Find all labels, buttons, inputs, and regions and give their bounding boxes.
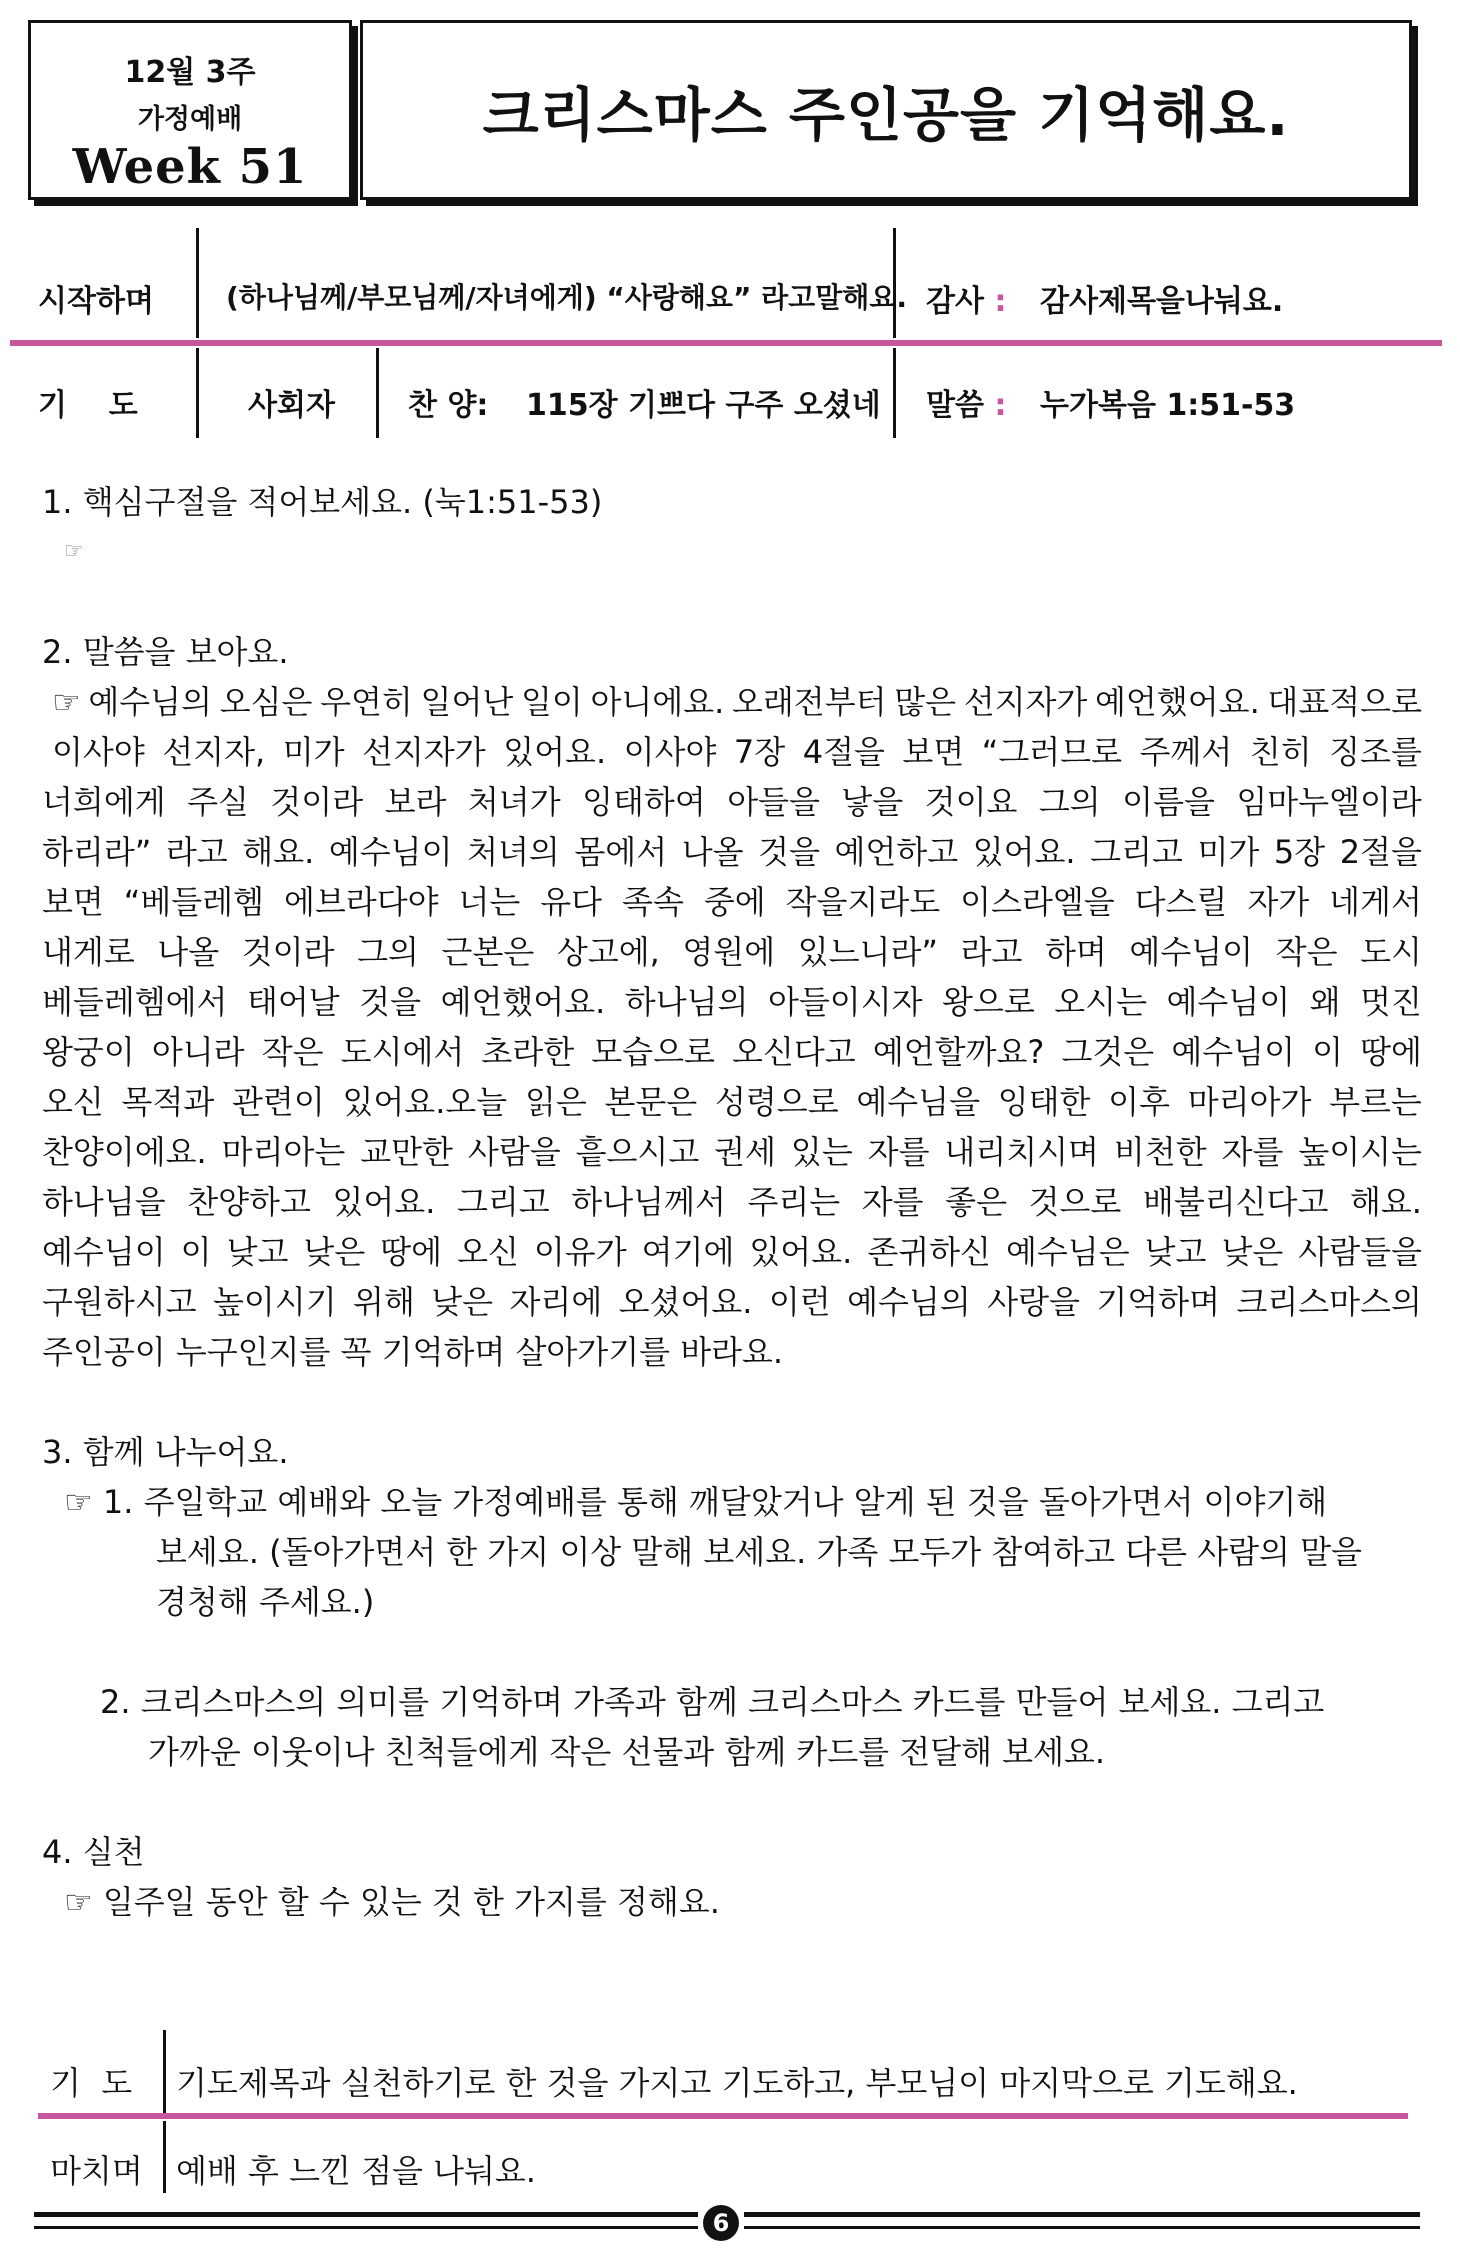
word: 친히: [1249, 733, 1312, 771]
word: 구원하시고: [42, 1283, 197, 1321]
word: 관련이: [232, 1083, 325, 1121]
word: 좋은: [945, 1183, 1007, 1221]
word: 유다: [540, 883, 603, 921]
word: 그의: [357, 933, 419, 971]
thanks-text: 감사제목을나눠요.: [1040, 284, 1284, 319]
word: 주께서: [1139, 733, 1233, 771]
word: 높이시기: [212, 1283, 337, 1321]
word: 오신: [42, 1083, 104, 1121]
word: 배불리신다고: [1142, 1183, 1329, 1221]
word: 선지자가: [963, 683, 1088, 721]
word: 이후: [1108, 1083, 1170, 1121]
word: 너희에게: [42, 783, 166, 821]
word: 보라: [384, 783, 447, 821]
thanks-label-group: [926, 276, 1006, 320]
word: 태어날: [246, 983, 340, 1021]
word: 하리라”: [42, 833, 152, 871]
word: “그러므로: [981, 733, 1122, 771]
word: 4절을: [802, 733, 885, 771]
word: 것이요: [924, 783, 1018, 821]
word: 있어요.: [972, 833, 1076, 871]
word-text: 누가복음 1:51-53: [1040, 388, 1296, 423]
title-box: [360, 20, 1412, 200]
footer-rule-right: [744, 2212, 1420, 2217]
word: 내리치시며: [944, 1133, 1099, 1171]
word: 상고에,: [556, 933, 660, 971]
page-title: 크리스마스 주인공을 기억해요.: [482, 81, 1290, 149]
share-item-1-line: 보세요. (돌아가면서 한 가지 이상 말해 보세요. 가족 모두가 참여하고 다른 사람의 말을: [156, 1533, 1362, 1571]
word: 읽은: [524, 1083, 587, 1121]
word: 베들레헴에서: [42, 983, 228, 1021]
word: 오래전부터: [731, 683, 887, 721]
word: 예수님의: [847, 1283, 971, 1321]
word: 이름을: [1122, 783, 1215, 821]
word: 이: [180, 1233, 212, 1271]
word: 오심은: [219, 683, 313, 721]
week-number: Week 51: [72, 139, 308, 195]
word: 예수님이: [328, 833, 453, 871]
word: 찬양하고: [187, 1183, 311, 1221]
word: 땅에: [380, 1233, 443, 1271]
word: 초라한: [481, 1033, 575, 1071]
closing-prayer-text: 기도제목과 실천하기로 한 것을 가지고 기도하고, 부모님이 마지막으로 기도해요.: [176, 2064, 1298, 2102]
hymn-text: 115장 기쁘다 구주 오셨네: [526, 388, 881, 423]
word: 낮은: [303, 1233, 366, 1271]
word: ☞: [52, 683, 81, 721]
info-divider: [376, 348, 379, 438]
word: 것을: [758, 833, 820, 871]
info-row-divider: [10, 340, 1442, 346]
word: 그것은: [1061, 1033, 1155, 1071]
word: 예언했어요.: [440, 983, 606, 1021]
paragraph-line: [42, 1177, 1422, 1227]
word: 이스라엘을: [960, 883, 1115, 921]
paragraph-line: 주인공이 누구인지를 꼭 기억하며 살아가기를 바라요.: [42, 1333, 784, 1371]
pointing-hand-icon: ☞: [64, 539, 84, 564]
word: 징조를: [1329, 733, 1422, 771]
closing-prayer-label: 기 도: [50, 2064, 133, 2102]
word: 그리고: [456, 1183, 550, 1221]
word: 라고: [960, 933, 1023, 971]
word: 모습으로: [591, 1033, 715, 1071]
paragraph-line: [42, 1227, 1422, 1277]
word: 임마누엘이라: [1236, 783, 1422, 821]
word: 예수님이: [42, 1233, 166, 1271]
word: 잉태하여: [582, 783, 706, 821]
word: 기억하며: [1096, 1283, 1220, 1321]
word: 교만한: [360, 1133, 453, 1171]
word: 비천한: [1113, 1133, 1207, 1171]
word: 부르는: [1329, 1083, 1422, 1121]
share-item-1-line: 경청해 주세요.): [156, 1583, 375, 1621]
page-number-badge: 6: [703, 2205, 739, 2241]
word: 있어요.: [332, 1183, 436, 1221]
word: 이유가: [533, 1233, 627, 1271]
word: 아니라: [151, 1033, 245, 1071]
word: 근본은: [441, 933, 535, 971]
word: 예언했어요.: [1095, 683, 1260, 721]
word: 낮은: [1221, 1233, 1284, 1271]
word: 아들이시자: [767, 983, 923, 1021]
word: 2절을: [1339, 833, 1422, 871]
closing-divider: [163, 2121, 166, 2193]
word-label-group: [926, 380, 1006, 424]
start-label: 시작하며: [38, 284, 154, 319]
word: 미가: [1197, 833, 1260, 871]
word: 있어요.오늘: [342, 1083, 508, 1121]
word: 그리고: [1090, 833, 1183, 871]
share-item-2-line: 가까운 이웃이나 친척들에게 작은 선물과 함께 카드를 전달해 보세요.: [148, 1733, 1106, 1771]
word: 낮은: [431, 1283, 494, 1321]
word-label: 말씀: [926, 388, 984, 423]
word: 마리아가: [1187, 1083, 1312, 1121]
hymn-label: 찬 양:: [408, 388, 489, 423]
paragraph-line: [42, 927, 1422, 977]
word: 5장: [1273, 833, 1326, 871]
word: 주실: [187, 783, 249, 821]
word: 그의: [1038, 783, 1101, 821]
practice-text: ☞ 일주일 동안 할 수 있는 것 한 가지를 정해요.: [64, 1883, 720, 1921]
share-item-1-line: ☞ 1. 주일학교 예배와 오늘 가정예배를 통해 깨달았거나 알게 된 것을 돌아가면서 이야기해: [64, 1483, 1328, 1521]
closing-end-text: 예배 후 느낀 점을 나눠요.: [176, 2152, 536, 2190]
word: 라고: [165, 833, 228, 871]
word: 것으로: [1028, 1183, 1122, 1221]
closing-end-label: 마치며: [50, 2152, 143, 2190]
word: 왕궁이: [42, 1033, 135, 1071]
footer-rule-right: [744, 2226, 1420, 2229]
word: 것이라: [241, 933, 335, 971]
word: 왜: [1309, 983, 1341, 1021]
word: 작을지라도: [785, 883, 941, 921]
word: 사람을: [467, 1133, 561, 1171]
word-colon: :: [994, 388, 1007, 423]
word: 예수님이: [1171, 1033, 1295, 1071]
word: 낮고: [226, 1233, 289, 1271]
start-text: (하나님께/부모님께/자녀에게) “사랑해요” 라고말해요.: [226, 281, 907, 314]
paragraph-line: [42, 677, 1422, 727]
share-item-2-line: 2. 크리스마스의 의미를 기억하며 가족과 함께 크리스마스 카드를 만들어 보세요. 그리고: [100, 1683, 1325, 1721]
word: 낳을: [841, 783, 904, 821]
word: 예언할까요?: [872, 1033, 1045, 1071]
word: 왕으로: [942, 983, 1035, 1021]
word: 아들을: [727, 783, 820, 821]
word: 미가: [282, 733, 345, 771]
info-divider: [893, 348, 896, 438]
week-info-box: [28, 20, 352, 200]
word: 보면: [42, 883, 104, 921]
footer-rule-left: [34, 2212, 698, 2217]
word: 하며: [1044, 933, 1107, 971]
word: 족속: [622, 883, 684, 921]
word: 흩으시고: [575, 1133, 700, 1171]
word: 네게서: [1329, 883, 1422, 921]
word: 존귀하신: [867, 1233, 991, 1271]
closing-divider: [163, 2030, 166, 2118]
thanks-label: 감사: [926, 284, 984, 319]
word: 도시: [1360, 933, 1422, 971]
paragraph-line: [42, 827, 1422, 877]
word: 멋진: [1360, 983, 1422, 1021]
word: 해요.: [1349, 1183, 1422, 1221]
paragraph-line: [42, 1127, 1422, 1177]
word: 해요.: [242, 833, 315, 871]
week-date: 12월 3주: [124, 55, 256, 90]
word: 위해: [353, 1283, 415, 1321]
word: 에브라다야: [283, 883, 439, 921]
word: 예언하고: [834, 833, 959, 871]
word: 자를: [1221, 1133, 1284, 1171]
word: 선지자가: [362, 733, 486, 771]
word: 높이시는: [1298, 1133, 1422, 1171]
word: 땅에: [1360, 1033, 1422, 1071]
word: 오신다고: [732, 1033, 856, 1071]
word: 낮고: [1144, 1233, 1207, 1271]
info-divider: [196, 348, 199, 438]
thanks-colon: :: [994, 284, 1007, 319]
word: 잉태한: [997, 1083, 1091, 1121]
word: 선지자,: [162, 733, 266, 771]
word: 이: [1312, 1033, 1344, 1071]
word: 이사야: [623, 733, 717, 771]
word: 자를: [861, 1183, 924, 1221]
word: 대표적으로: [1267, 683, 1422, 721]
paragraph-line: [42, 1277, 1422, 1327]
word: 예수님은: [1005, 1233, 1130, 1271]
word: 이사야: [52, 733, 145, 771]
word: 있느니라”: [797, 933, 938, 971]
word: 나올: [681, 833, 744, 871]
word: 아니에요.: [590, 683, 725, 721]
word: 작은: [1275, 933, 1338, 971]
section-1-title: 1. 핵심구절을 적어보세요. (눅1:51-53): [42, 483, 603, 521]
word: 크리스마스의: [1236, 1283, 1422, 1321]
word: 일이: [520, 683, 583, 721]
word: 있어요.: [503, 733, 607, 771]
prayer-label: 기 도: [38, 388, 138, 423]
word: 것이라: [270, 783, 364, 821]
word: 보면: [902, 733, 965, 771]
word: 7장: [733, 733, 786, 771]
word: 오신: [457, 1233, 519, 1271]
word: 있어요.: [749, 1233, 853, 1271]
section-2-title: 2. 말씀을 보아요.: [42, 633, 289, 671]
leader-label: 사회자: [248, 388, 335, 423]
word: 예수님의: [88, 683, 213, 721]
word: 찬양이에요.: [42, 1133, 207, 1171]
word: 것을: [359, 983, 422, 1021]
word: 우연히: [320, 683, 413, 721]
word: 몸에서: [574, 833, 668, 871]
word: 예수님이: [1166, 983, 1291, 1021]
section-3-title: 3. 함께 나누어요.: [42, 1433, 289, 1471]
word: 예수님이: [1129, 933, 1254, 971]
word: 작은: [261, 1033, 324, 1071]
word: 다스릴: [1134, 883, 1228, 921]
word: 예수님을: [856, 1083, 980, 1121]
section-4-title: 4. 실천: [42, 1833, 145, 1871]
footer-rule-left: [34, 2226, 698, 2229]
word: 처녀의: [467, 833, 560, 871]
word: 본문은: [604, 1083, 698, 1121]
word: 하나님께서: [571, 1183, 726, 1221]
word: 있는: [790, 1133, 853, 1171]
word: 하나님의: [624, 983, 749, 1021]
info-divider: [196, 228, 199, 338]
paragraph-line: [42, 877, 1422, 927]
word: 목적과: [121, 1083, 215, 1121]
paragraph-line: [42, 1027, 1422, 1077]
word: 사람들을: [1298, 1233, 1422, 1271]
closing-row-divider: [38, 2113, 1408, 2119]
sermon-paragraph: [42, 677, 1422, 1377]
word: 내게로: [42, 933, 135, 971]
word: 자를: [867, 1133, 930, 1171]
word: 많은: [894, 683, 957, 721]
word: 여기에: [641, 1233, 735, 1271]
word: 마리아는: [221, 1133, 346, 1171]
word: 일어난: [420, 683, 514, 721]
word: 도시에서: [340, 1033, 465, 1071]
word: 너는: [458, 883, 521, 921]
word: 오시는: [1054, 983, 1148, 1021]
paragraph-line: [42, 727, 1422, 777]
word: 주리는: [747, 1183, 841, 1221]
paragraph-line: [42, 777, 1422, 827]
word: 자가: [1247, 883, 1310, 921]
word: “베들레헴: [123, 883, 265, 921]
word: 영원에: [682, 933, 776, 971]
word: 사랑을: [987, 1283, 1080, 1321]
word: 자리에: [509, 1283, 603, 1321]
word: 이런: [768, 1283, 831, 1321]
worship-category: 가정예배: [137, 104, 243, 135]
word: 처녀가: [467, 783, 561, 821]
word: 성령으로: [714, 1083, 839, 1121]
word: 하나님을: [42, 1183, 166, 1221]
paragraph-line: [42, 1077, 1422, 1127]
word: 중에: [703, 883, 766, 921]
word: 나올: [157, 933, 220, 971]
paragraph-line: [42, 977, 1422, 1027]
word: 권세: [714, 1133, 776, 1171]
word: 오셨어요.: [618, 1283, 753, 1321]
